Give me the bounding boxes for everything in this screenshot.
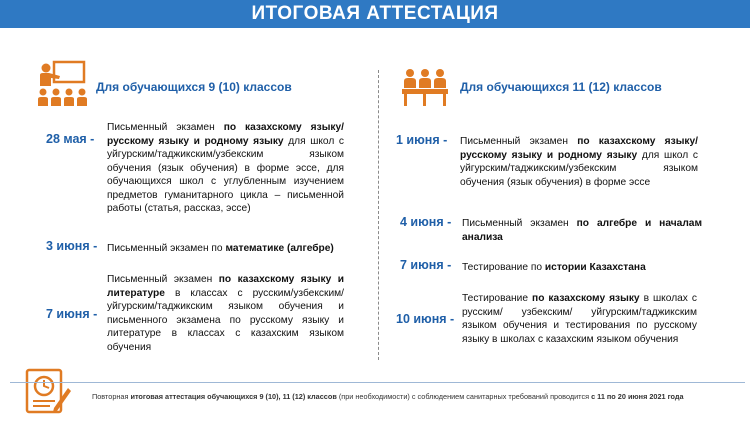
left-item-2-text: Письменный экзамен по математике (алгебре) bbox=[107, 243, 334, 254]
left-item-1-text: Письменный экзамен по казахскому языку/русскому языку и родному языку для школ с уйгурским/таджикским/узбекским языком обучения (язык обучения) в форме эссе, для обучающихся школ с углубленным изучением предметов гуманитарного цикла – письменной работы (статья, рассказ, эссе) bbox=[107, 122, 345, 214]
left-item-3-text: Письменный экзамен по казахскому языку и литературе в классах с русским/узбекским/уйгурским/таджикским языком обучения и письменного экзамена по русскому языку и литературе в классах с казахским языком обучения bbox=[107, 274, 344, 353]
right-item-3-date: 7 июня - bbox=[400, 258, 452, 272]
left-item-1-date: 28 мая - bbox=[46, 132, 95, 146]
students-icon bbox=[400, 68, 450, 108]
right-item-1-text: Письменный экзамен по казахскому языку/русскому языку и родному языку для школ с уйгурским/таджикским/узбекским языком обучения (язык обучения) в форме эссе bbox=[460, 136, 698, 188]
right-item-4-text: Тестирование по казахскому языку в школах с русским/ узбекским/ уйгурским/таджикским языком обучения и тестирования по русскому языку в школах с казахским языком обучения bbox=[462, 293, 697, 345]
page-title-banner bbox=[0, 0, 750, 28]
right-column-heading: Для обучающихся 11 (12) классов bbox=[460, 80, 662, 94]
page-title: ИТОГОВАЯ АТТЕСТАЦИЯ bbox=[251, 3, 499, 24]
left-column-heading: Для обучающихся 9 (10) классов bbox=[96, 80, 292, 94]
left-item-2-date: 3 июня - bbox=[46, 239, 98, 253]
right-item-4-date: 10 июня - bbox=[396, 312, 455, 326]
footer-note: Повторная итоговая аттестация обучающихся 9 (10), 11 (12) классов (при необходимости) с соблюдением санитарных требований проводится с 11 по 20 июня 2021 года bbox=[92, 392, 684, 401]
right-item-3-text: Тестирование по истории Казахстана bbox=[462, 262, 646, 273]
teacher-class-icon bbox=[36, 60, 88, 108]
right-item-2-text: Письменный экзамен по алгебре и началам анализа bbox=[462, 218, 702, 243]
column-divider bbox=[378, 70, 379, 360]
left-item-3-date: 7 июня - bbox=[46, 307, 98, 321]
footer-divider bbox=[10, 382, 745, 383]
right-item-2-date: 4 июня - bbox=[400, 215, 452, 229]
right-item-1-date: 1 июня - bbox=[396, 133, 448, 147]
clock-document-icon bbox=[24, 364, 72, 416]
